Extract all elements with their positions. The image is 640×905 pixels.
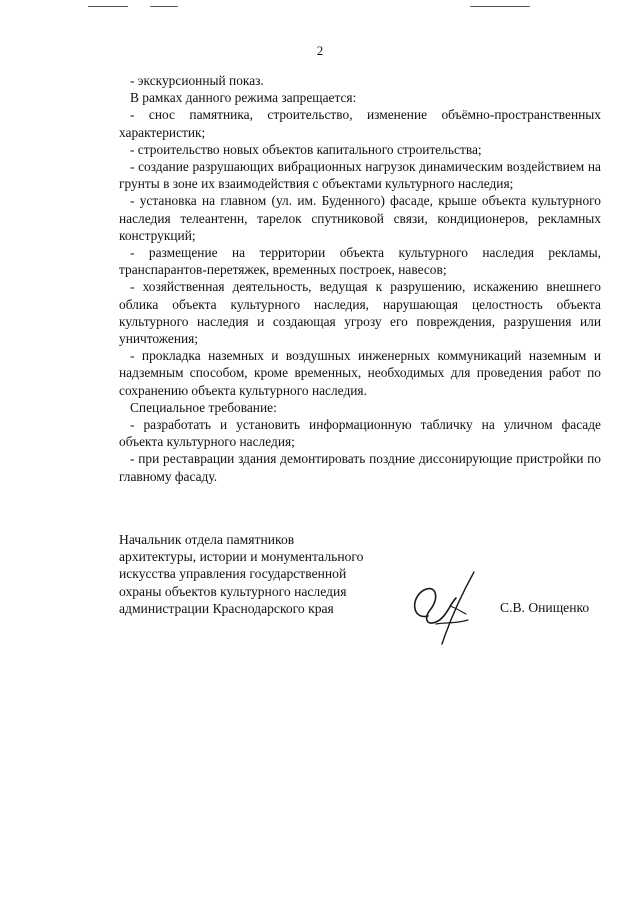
paragraph: - создание разрушающих вибрационных нагрузок динамическим воздействием на грунты в зоне их взаимодействия с объектами культурного наследия; xyxy=(119,159,601,192)
page-number: 2 xyxy=(316,43,324,58)
signer-position-line: Начальник отдела памятников xyxy=(119,532,295,547)
handwritten-signature xyxy=(406,568,486,646)
paragraph: - при реставрации здания демонтировать поздние диссонирующие пристройки по главному фасаду. xyxy=(119,451,601,484)
signer-position xyxy=(119,531,363,617)
signer-position-line: администрации Краснодарского края xyxy=(119,600,334,616)
scan-edge-line-3 xyxy=(470,6,530,7)
scan-edge-line-1 xyxy=(88,6,128,7)
signer-name: С.В. Онищенко xyxy=(500,600,590,615)
scan-edge-line-2 xyxy=(150,6,178,7)
paragraph: - установка на главном (ул. им. Буденного) фасаде, крыше объекта культурного наследия телеантенн, тарелок спутниковой связи, кондиционеров, рекламных конструкций; xyxy=(119,193,601,243)
paragraph: - хозяйственная деятельность, ведущая к разрушению, искажению внешнего облика объекта культурного наследия, нарушающая целостность объекта культурного наследия и создающая угрозу его повреждения, разрушения или уничтожения; xyxy=(119,279,601,347)
signer-position-line: искусства управления государственной xyxy=(119,566,347,582)
paragraph: - экскурсионный показ. xyxy=(130,73,264,88)
paragraph: - строительство новых объектов капитального строительства; xyxy=(130,141,482,157)
paragraph: В рамках данного режима запрещается: xyxy=(130,90,357,106)
document-body xyxy=(119,72,601,485)
paragraph: - размещение на территории объекта культурного наследия рекламы, транспарантов-перетяжек, временных построек, навесов; xyxy=(119,245,601,278)
paragraph: - прокладка наземных и воздушных инженерных коммуникаций наземным и надземным способом, кроме временных, необходимых для проведения работ по сохранению объекта культурного наследия. xyxy=(119,348,601,398)
paragraph: Специальное требование: xyxy=(130,399,277,415)
paragraph: - разработать и установить информационную табличку на уличном фасаде объекта культурного наследия; xyxy=(119,417,601,450)
signer-position-line: охраны объектов культурного наследия xyxy=(119,583,347,599)
signer-position-line: архитектуры, истории и монументального xyxy=(119,549,364,565)
paragraph: - снос памятника, строительство, изменение объёмно-пространственных характеристик; xyxy=(119,107,601,140)
